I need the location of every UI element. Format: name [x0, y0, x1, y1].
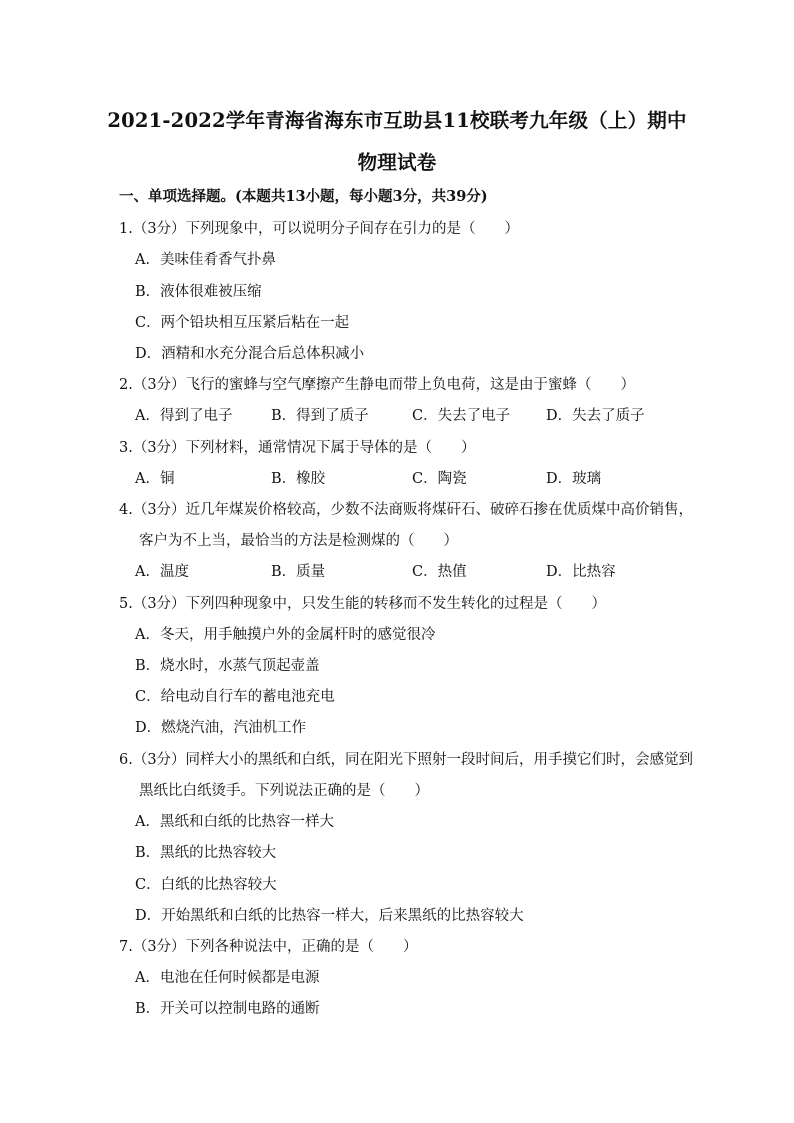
question-3-option-b: B．橡胶 — [271, 471, 326, 487]
question-1-option-c: C．两个铅块相互压紧后粘在一起 — [135, 315, 350, 331]
question-3-option-d: D．玻璃 — [546, 471, 602, 487]
question-6-option-b: B．黑纸的比热容较大 — [135, 845, 277, 861]
question-2-stem: 2.（3分）飞行的蜜蜂与空气摩擦产生静电而带上负电荷，这是由于蜜蜂（ ） — [119, 377, 636, 393]
question-3-option-a: A．铜 — [135, 471, 175, 487]
question-1-option-a: A．美味佳肴香气扑鼻 — [135, 252, 276, 268]
question-3-stem: 3.（3分）下列材料，通常情况下属于导体的是（ ） — [119, 440, 476, 456]
question-1-option-b: B．液体很难被压缩 — [135, 284, 262, 300]
question-5-option-c: C．给电动自行车的蓄电池充电 — [135, 689, 335, 705]
exam-title-line1: 2021-2022学年青海省海东市互助县11校联考九年级（上）期中 — [107, 109, 687, 132]
question-7-option-a: A．电池在任何时候都是电源 — [135, 970, 320, 986]
question-5-option-b: B．烧水时，水蒸气顶起壶盖 — [135, 658, 320, 674]
question-1-option-d: D．酒精和水充分混合后总体积减小 — [135, 346, 365, 362]
question-4-option-b: B．质量 — [271, 564, 326, 580]
section-heading: 一、单项选择题。(本题共13小题，每小题3分，共39分) — [119, 188, 488, 205]
question-7-stem: 7.（3分）下列各种说法中，正确的是（ ） — [119, 939, 418, 955]
question-2-option-c: C．失去了电子 — [412, 408, 511, 424]
question-5-option-d: D．燃烧汽油，汽油机工作 — [135, 720, 307, 736]
question-4-option-d: D．比热容 — [546, 564, 616, 580]
question-2-option-d: D．失去了质子 — [546, 408, 645, 424]
question-2-option-a: A．得到了电子 — [135, 408, 233, 424]
exam-title-line2: 物理试卷 — [357, 151, 437, 174]
question-5-stem: 5.（3分）下列四种现象中，只发生能的转移而不发生转化的过程是（ ） — [119, 596, 607, 612]
question-2-option-b: B．得到了质子 — [271, 408, 369, 424]
question-6-option-c: C．白纸的比热容较大 — [135, 877, 277, 893]
question-4-option-c: C．热值 — [412, 564, 467, 580]
question-3-option-c: C．陶瓷 — [412, 471, 467, 487]
question-5-option-a: A．冬天，用手触摸户外的金属杆时的感觉很冷 — [135, 627, 436, 643]
question-6-option-d: D．开始黑纸和白纸的比热容一样大，后来黑纸的比热容较大 — [135, 908, 524, 924]
question-4-option-a: A．温度 — [135, 564, 189, 580]
question-6-option-a: A．黑纸和白纸的比热容一样大 — [135, 814, 334, 830]
question-1-stem: 1.（3分）下列现象中，可以说明分子间存在引力的是（ ） — [119, 221, 520, 237]
question-6-stem-line1: 6.（3分）同样大小的黑纸和白纸，同在阳光下照射一段时间后，用手摸它们时，会感觉到 — [119, 752, 694, 768]
question-6-stem-line2: 黑纸比白纸烫手。下列说法正确的是（ ） — [139, 783, 429, 799]
question-4-stem-line1: 4.（3分）近几年煤炭价格较高，少数不法商贩将煤矸石、破碎石掺在优质煤中高价销售， — [119, 502, 694, 518]
question-7-option-b: B．开关可以控制电路的通断 — [135, 1001, 320, 1017]
question-4-stem-line2: 客户为不上当，最恰当的方法是检测煤的（ ） — [139, 533, 458, 549]
